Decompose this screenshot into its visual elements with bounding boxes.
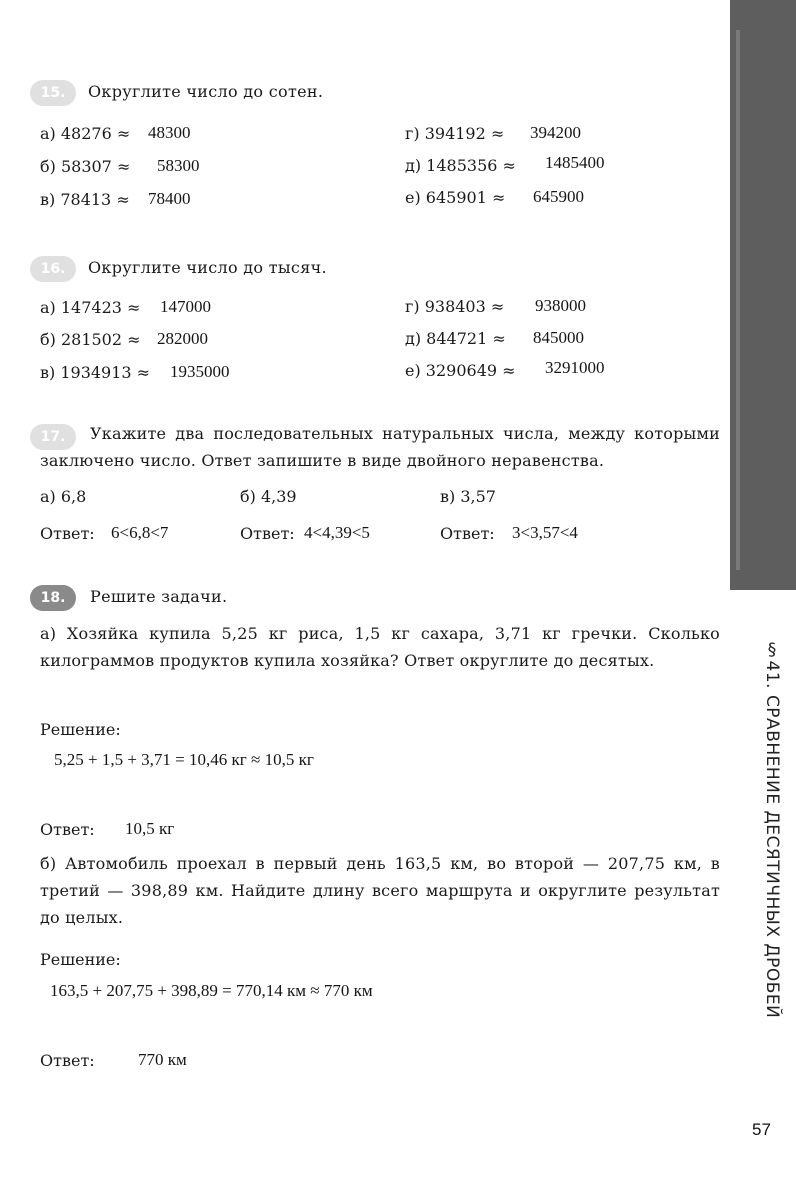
task-18-b-solution: 163,5 + 207,75 + 398,89 = 770,14 км ≈ 770 км — [50, 981, 373, 1000]
task-17-item-b: б) 4,39 — [240, 487, 297, 506]
task-15-item-c: в) 78413 ≈ — [40, 190, 130, 209]
task-15-answer-d: 394200 — [530, 123, 581, 142]
task-16-item-a: а) 147423 ≈ — [40, 298, 141, 317]
task-16-answer-e: 845000 — [533, 328, 584, 347]
task-16-item-b: б) 281502 ≈ — [40, 330, 141, 349]
task-17-answer-a: 6<6,8<7 — [111, 523, 169, 542]
side-tab-bar — [730, 0, 796, 590]
task-18-b-text: б) Автомобиль проехал в первый день 163,5 км, во второй — 207,75 км, в третий — 398,89 км. Найдите длину всего маршрута и округлите результат до целых. — [40, 854, 720, 927]
task-15-item-f: е) 645901 ≈ — [405, 188, 506, 207]
task-18-b-solution-label: Решение: — [40, 950, 121, 969]
task-18-title: Решите задачи. — [90, 587, 228, 606]
task-18-b-answer: 770 км — [138, 1050, 187, 1069]
task-17-answer-label-c: Ответ: — [440, 524, 495, 543]
task-17-answer-b: 4<4,39<5 — [304, 523, 370, 542]
task-16-title: Округлите число до тысяч. — [88, 258, 327, 277]
task-16-item-f: е) 3290649 ≈ — [405, 361, 516, 380]
task-18-a-answer: 10,5 кг — [125, 819, 175, 838]
task-15-item-e: д) 1485356 ≈ — [405, 156, 516, 175]
task-17-answer-label-b: Ответ: — [240, 524, 295, 543]
task-15-answer-e: 1485400 — [545, 153, 605, 172]
task-15-item-b: б) 58307 ≈ — [40, 157, 131, 176]
task-17-answer-c: 3<3,57<4 — [512, 523, 578, 542]
task-15-answer-f: 645900 — [533, 187, 584, 206]
task-16-item-e: д) 844721 ≈ — [405, 329, 506, 348]
task-15-title: Округлите число до сотен. — [88, 82, 324, 101]
task-15-answer-b: 58300 — [157, 156, 200, 175]
task-18-a-solution: 5,25 + 1,5 + 3,71 = 10,46 кг ≈ 10,5 кг — [54, 750, 314, 769]
page-number: 57 — [752, 1120, 771, 1139]
task-18-badge: 18. — [30, 585, 76, 611]
task-15-item-a: а) 48276 ≈ — [40, 124, 131, 143]
section-title-vertical: §41. СРАВНЕНИЕ ДЕСЯТИЧНЫХ ДРОБЕЙ — [762, 640, 782, 1019]
task-16-item-d: г) 938403 ≈ — [405, 297, 505, 316]
task-16-answer-f: 3291000 — [545, 358, 605, 377]
task-15-answer-c: 78400 — [148, 189, 191, 208]
task-16-answer-d: 938000 — [535, 296, 586, 315]
task-17-text: Укажите два последовательных натуральных числа, между которыми заключено число. Ответ запишите в виде двойного неравенства. — [40, 424, 720, 470]
task-15-item-d: г) 394192 ≈ — [405, 124, 505, 143]
task-15-badge: 15. — [30, 80, 76, 106]
task-17-answer-label-a: Ответ: — [40, 524, 95, 543]
task-17-item-c: в) 3,57 — [440, 487, 496, 506]
task-16-answer-b: 282000 — [157, 329, 208, 348]
task-18-a-answer-label: Ответ: — [40, 820, 95, 839]
task-18-b-answer-label: Ответ: — [40, 1051, 95, 1070]
task-16-answer-a: 147000 — [160, 297, 211, 316]
task-17-item-a: а) 6,8 — [40, 487, 87, 506]
task-18-a-text: а) Хозяйка купила 5,25 кг риса, 1,5 кг сахара, 3,71 кг гречки. Сколько килограммов продуктов купила хозяйка? Ответ округлите до десятых. — [40, 624, 720, 670]
task-17-badge: 17. — [30, 424, 76, 450]
task-16-badge: 16. — [30, 256, 76, 282]
task-16-item-c: в) 1934913 ≈ — [40, 363, 151, 382]
task-18-a-solution-label: Решение: — [40, 720, 121, 739]
task-16-answer-c: 1935000 — [170, 362, 230, 381]
task-15-answer-a: 48300 — [148, 123, 191, 142]
